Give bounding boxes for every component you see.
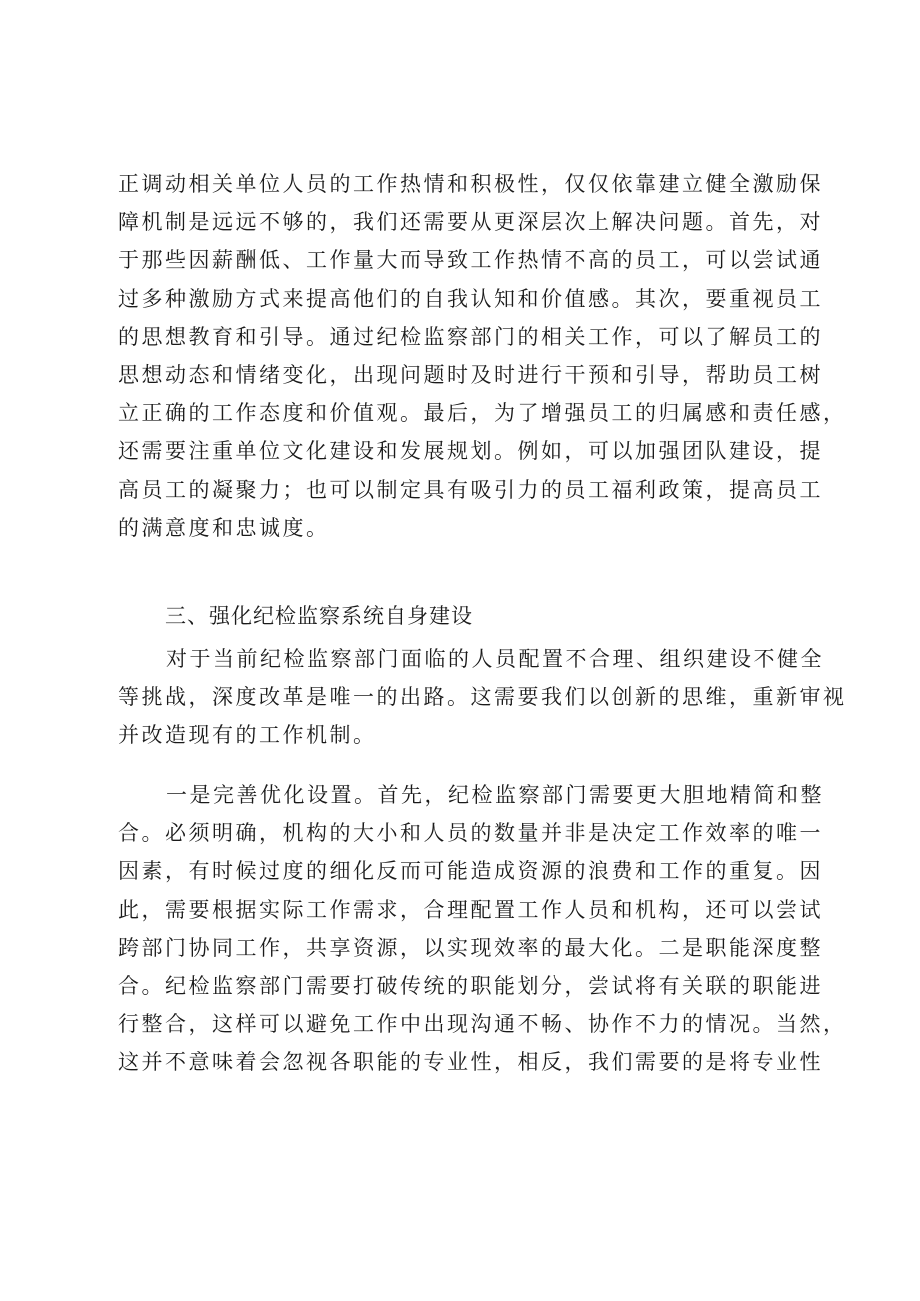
text-line: 一是完善优化设置。首先，纪检监察部门需要更大胆地精简和整 — [166, 783, 824, 807]
text-line: 等挑战，深度改革是唯一的出路。这需要我们以创新的思维，重新审视 — [118, 685, 847, 710]
text-line: 障机制是远远不够的，我们还需要从更深层次上解决问题。首先，对 — [118, 210, 823, 235]
text-line: 高员工的凝聚力；也可以制定具有吸引力的员工福利政策，提高员工 — [118, 477, 823, 502]
text-line: 正调动相关单位人员的工作热情和积极性，仅仅依靠建立健全激励保 — [118, 172, 823, 196]
text-line: 的满意度和忠诚度。 — [118, 515, 330, 540]
paragraph-optimization — [118, 776, 847, 1082]
paragraph-reform — [118, 640, 847, 755]
paragraph-motivation — [118, 165, 847, 547]
text-line: 合。必须明确，机构的大小和人员的数量并非是决定工作效率的唯一 — [118, 821, 823, 846]
text-line: 行整合，这样可以避免工作中出现沟通不畅、协作不力的情况。当然， — [118, 1012, 847, 1037]
text-line: 过多种激励方式来提高他们的自我认知和价值感。其次，要重视员工 — [118, 286, 823, 311]
section-heading: 三、强化纪检监察系统自身建设 — [165, 604, 473, 628]
text-line: 这并不意味着会忽视各职能的专业性，相反，我们需要的是将专业性 — [118, 1050, 823, 1075]
text-line: 还需要注重单位文化建设和发展规划。例如，可以加强团队建设，提 — [118, 439, 823, 464]
text-line: 立正确的工作态度和价值观。最后，为了增强员工的归属感和责任感， — [118, 401, 847, 426]
text-line: 此，需要根据实际工作需求，合理配置工作人员和机构，还可以尝试 — [118, 897, 823, 922]
text-line: 对于当前纪检监察部门面临的人员配置不合理、组织建设不健全 — [166, 647, 824, 671]
text-line: 于那些因薪酬低、工作量大而导致工作热情不高的员工，可以尝试通 — [118, 248, 823, 273]
text-line: 的思想教育和引导。通过纪检监察部门的相关工作，可以了解员工的 — [118, 324, 823, 349]
text-line: 因素，有时候过度的细化反而可能造成资源的浪费和工作的重复。因 — [118, 859, 823, 884]
text-line: 并改造现有的工作机制。 — [118, 723, 377, 748]
text-line: 合。纪检监察部门需要打破传统的职能划分，尝试将有关联的职能进 — [118, 973, 823, 998]
text-line: 思想动态和情绪变化，出现问题时及时进行干预和引导，帮助员工树 — [118, 362, 823, 387]
text-line: 跨部门协同工作，共享资源，以实现效率的最大化。二是职能深度整 — [118, 935, 823, 960]
